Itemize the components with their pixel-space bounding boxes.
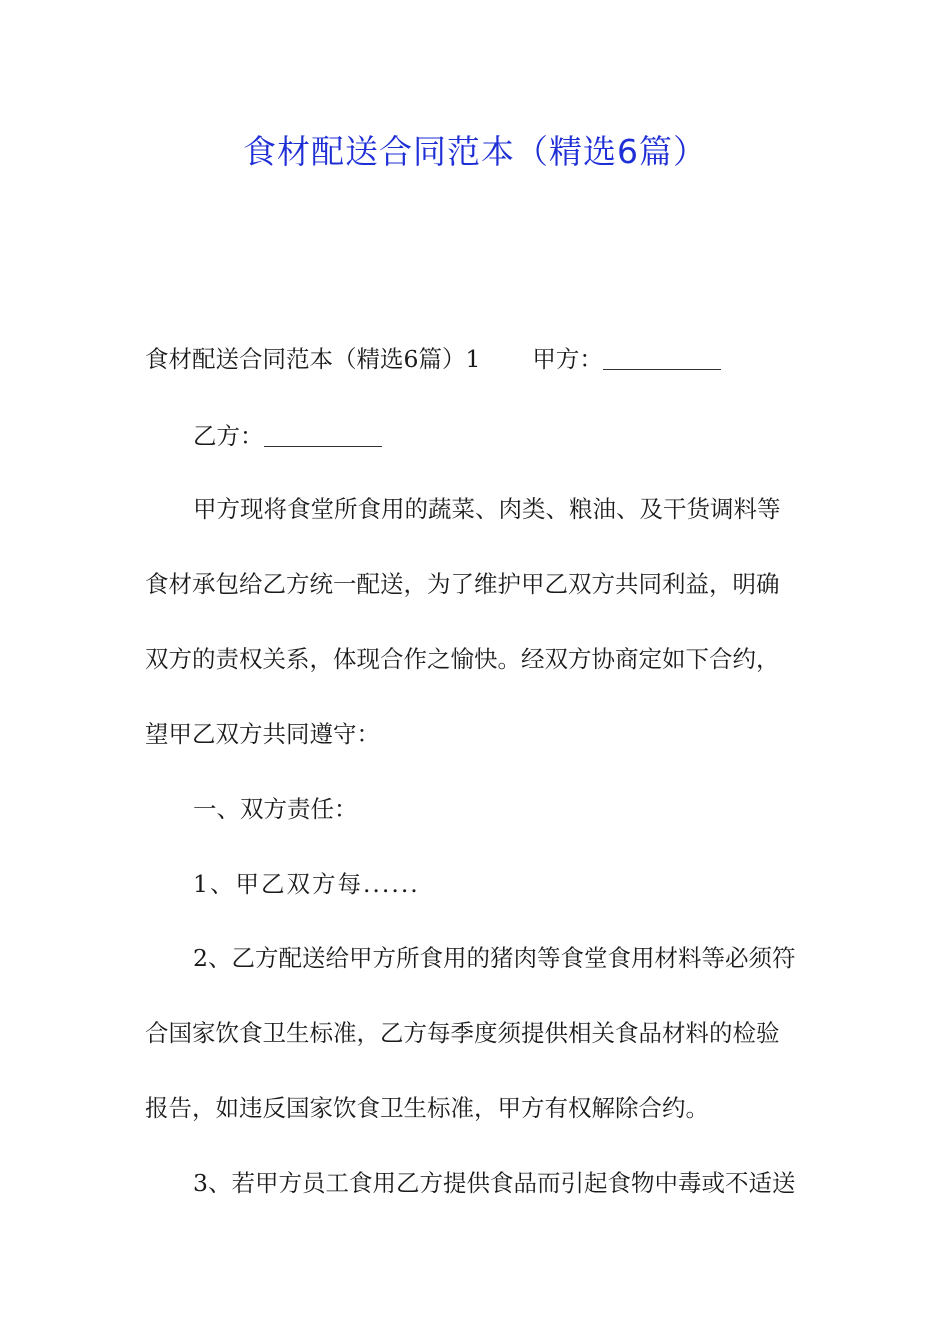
intro-paragraph-line-1: 甲方现将食堂所食用的蔬菜、肉类、粮油、及干货调料等 (193, 495, 781, 523)
item-3-line-1: 3、若甲方员工食用乙方提供食品而引起食物中毒或不适送 (193, 1169, 796, 1197)
contract-heading-line (145, 341, 810, 377)
item-2-line-1: 2、乙方配送给甲方所食用的猪肉等食堂食用材料等必须符 (193, 944, 796, 972)
party-b-blank-field[interactable] (264, 421, 382, 447)
contract-heading: 食材配送合同范本（精选6篇）1 (145, 345, 481, 373)
item-2-line-2: 合国家饮食卫生标准，乙方每季度须提供相关食品材料的检验 (145, 1019, 780, 1047)
party-a-label: 甲方： (532, 345, 603, 373)
party-b-line (193, 418, 858, 454)
intro-paragraph-line-4: 望甲乙双方共同遵守： (145, 720, 380, 748)
section-heading: 一、双方责任： (193, 795, 358, 823)
item-2-line-3: 报告，如违反国家饮食卫生标准，甲方有权解除合约。 (145, 1094, 709, 1122)
party-b-label: 乙方： (193, 422, 264, 450)
party-a-blank-field[interactable] (603, 344, 721, 370)
document-title: 食材配送合同范本（精选6篇） (243, 132, 707, 171)
intro-paragraph-line-2: 食材承包给乙方统一配送，为了维护甲乙双方共同利益，明确 (145, 570, 780, 598)
item-1: 1、甲乙双方每...... (193, 870, 420, 898)
intro-paragraph-line-3: 双方的责权关系，体现合作之愉快。经双方协商定如下合约， (145, 645, 780, 673)
